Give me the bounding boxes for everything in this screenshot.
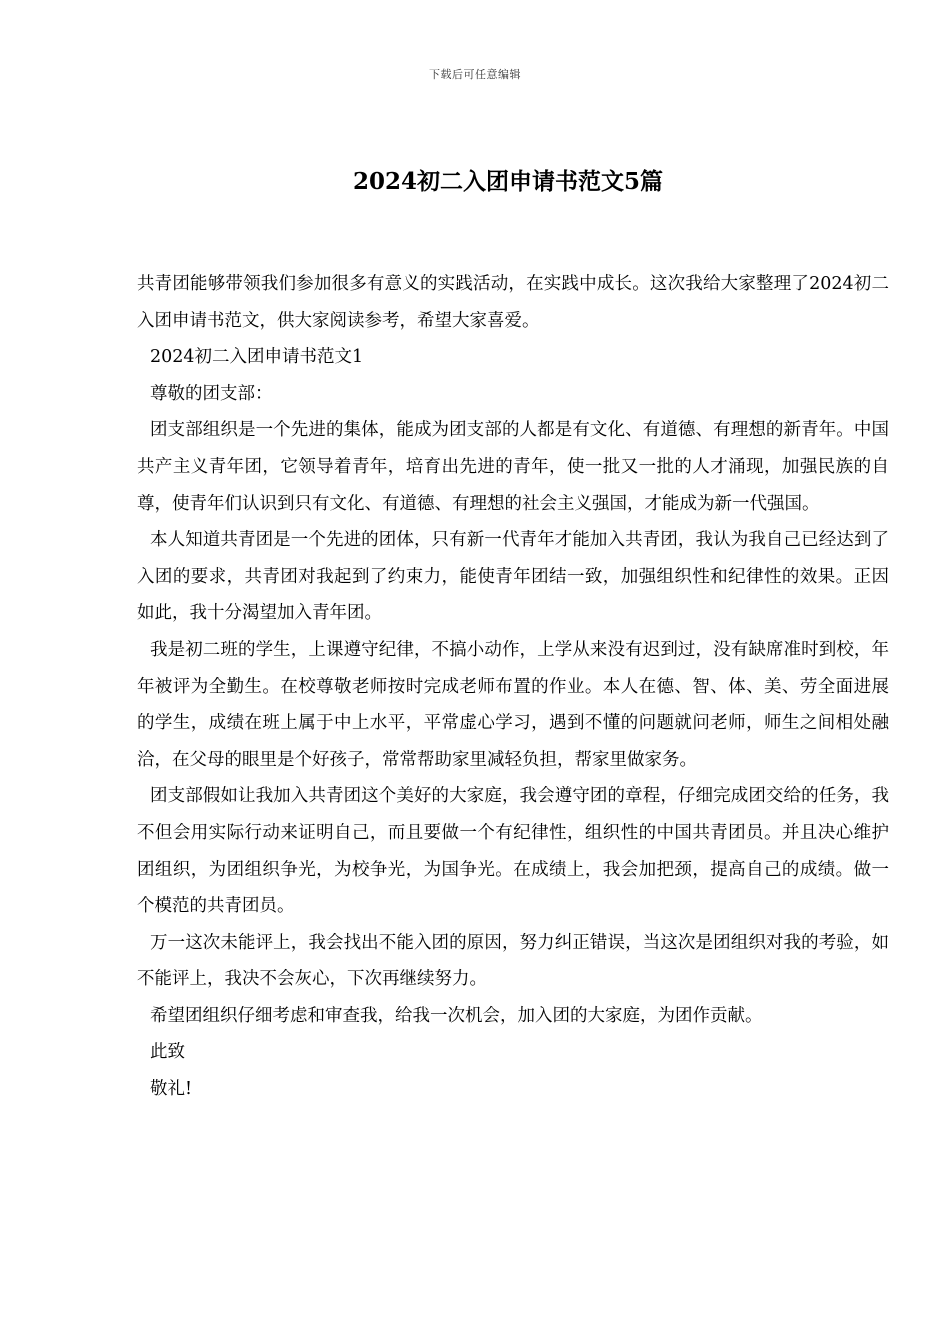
intro-paragraph: 共青团能够带领我们参加很多有意义的实践活动，在实践中成长。这次我给大家整理了2024初二入团申请书范文，供大家阅读参考，希望大家喜爱。 bbox=[137, 274, 889, 331]
closing-line: 此致 bbox=[150, 1042, 185, 1063]
body-paragraph: 万一这次未能评上，我会找出不能入团的原因，努力纠正错误，当这次是团组织对我的考验，如不能评上，我决不会灰心，下次再继续努力。 bbox=[137, 932, 889, 990]
header-note: 下载后可任意编辑 bbox=[429, 68, 521, 81]
body-paragraph: 希望团组织仔细考虑和审查我，给我一次机会，加入团的大家庭，为团作贡献。 bbox=[150, 1005, 763, 1026]
body-paragraph: 我是初二班的学生，上课遵守纪律，不搞小动作，上学从来没有迟到过，没有缺席准时到校，年年被评为全勤生。在校尊敬老师按时完成老师布置的作业。本人在德、智、体、美、劳全面进展的学生，成绩在班上属于中上水平，平常虚心学习，遇到不懂的问题就问老师，师生之间相处融洽，在父母的眼里是个好孩子，常常帮助家里减轻负担，帮家里做家务。 bbox=[137, 639, 889, 770]
salutation: 尊敬的团支部： bbox=[150, 383, 273, 404]
body-paragraph: 团支部假如让我加入共青团这个美好的大家庭，我会遵守团的章程，仔细完成团交给的任务，我不但会用实际行动来证明自己，而且要做一个有纪律性，组织性的中国共青团员。并且决心维护团组织，为团组织争光，为校争光，为国争光。在成绩上，我会加把颈，提高自己的成绩。做一个模范的共青团员。 bbox=[137, 786, 889, 917]
document-body bbox=[137, 266, 889, 1108]
document-title: 2024初二入团申请书范文5篇 bbox=[352, 168, 664, 195]
body-paragraph: 本人知道共青团是一个先进的团体，只有新一代青年才能加入共青团，我认为我自己已经达到了入团的要求，共青团对我起到了约束力，能使青年团结一致，加强组织性和纪律性的效果。正因如此，我十分渴望加入青年团。 bbox=[137, 530, 889, 624]
body-paragraph: 团支部组织是一个先进的集体，能成为团支部的人都是有文化、有道德、有理想的新青年。中国共产主义青年团，它领导着青年，培育出先进的青年，使一批又一批的人才涌现，加强民族的自尊，使青年们认识到只有文化、有道德、有理想的社会主义强国，才能成为新一代强国。 bbox=[137, 420, 889, 514]
section-heading: 2024初二入团申请书范文1 bbox=[150, 347, 364, 368]
closing-regards: 敬礼! bbox=[150, 1079, 193, 1100]
